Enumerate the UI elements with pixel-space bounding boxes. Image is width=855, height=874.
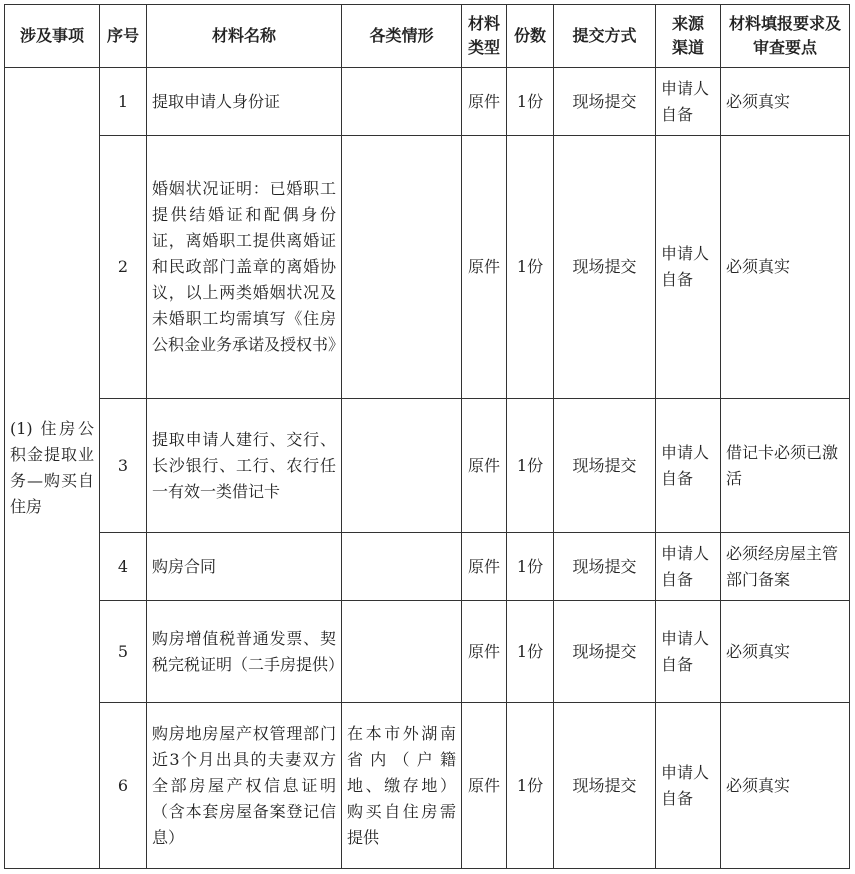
requirement-cell: 借记卡必须已激活 — [721, 399, 850, 533]
header-row — [5, 5, 850, 68]
type-cell: 原件 — [462, 601, 507, 703]
table-row — [5, 136, 850, 399]
method-cell: 现场提交 — [554, 601, 656, 703]
name-cell: 购房地房屋产权管理部门近3个月出具的夫妻双方全部房屋产权信息证明（含本套房屋备案登记信息） — [147, 703, 342, 869]
table-row — [5, 68, 850, 136]
situation-cell: 在本市外湖南省内（户籍地、缴存地）购买自住房需提供 — [342, 703, 462, 869]
type-cell: 原件 — [462, 68, 507, 136]
seq-cell: 2 — [100, 136, 147, 399]
header-seq: 序号 — [100, 5, 147, 68]
method-cell: 现场提交 — [554, 703, 656, 869]
situation-cell — [342, 533, 462, 601]
method-cell: 现场提交 — [554, 68, 656, 136]
requirement-cell: 必须真实 — [721, 703, 850, 869]
situation-cell — [342, 601, 462, 703]
name-cell: 婚姻状况证明：已婚职工提供结婚证和配偶身份证，离婚职工提供离婚证和民政部门盖章的离婚协议，以上两类婚姻状况及未婚职工均需填写《住房公积金业务承诺及授权书》 — [147, 136, 342, 399]
source-cell: 申请人自备 — [656, 399, 721, 533]
header-situation: 各类情形 — [342, 5, 462, 68]
table-row — [5, 703, 850, 869]
requirement-cell: 必须真实 — [721, 136, 850, 399]
seq-cell: 1 — [100, 68, 147, 136]
seq-cell: 3 — [100, 399, 147, 533]
seq-cell: 4 — [100, 533, 147, 601]
copies-cell: 1份 — [507, 399, 554, 533]
header-name: 材料名称 — [147, 5, 342, 68]
header-method: 提交方式 — [554, 5, 656, 68]
name-cell: 提取申请人建行、交行、长沙银行、工行、农行任一有效一类借记卡 — [147, 399, 342, 533]
header-type: 材料类型 — [462, 5, 507, 68]
copies-cell: 1份 — [507, 533, 554, 601]
header-source: 来源渠道 — [656, 5, 721, 68]
type-cell: 原件 — [462, 136, 507, 399]
source-cell: 申请人自备 — [656, 136, 721, 399]
name-cell: 购房合同 — [147, 533, 342, 601]
matter-cell: (1) 住房公积金提取业务—购买自住房 — [5, 68, 100, 869]
name-cell: 提取申请人身份证 — [147, 68, 342, 136]
copies-cell: 1份 — [507, 703, 554, 869]
source-cell: 申请人自备 — [656, 703, 721, 869]
source-cell: 申请人自备 — [656, 533, 721, 601]
table-row — [5, 399, 850, 533]
source-cell: 申请人自备 — [656, 601, 721, 703]
name-cell: 购房增值税普通发票、契税完税证明（二手房提供） — [147, 601, 342, 703]
copies-cell: 1份 — [507, 68, 554, 136]
header-copies: 份数 — [507, 5, 554, 68]
requirement-cell: 必须真实 — [721, 601, 850, 703]
method-cell: 现场提交 — [554, 136, 656, 399]
header-requirement: 材料填报要求及审查要点 — [721, 5, 850, 68]
seq-cell: 5 — [100, 601, 147, 703]
method-cell: 现场提交 — [554, 399, 656, 533]
type-cell: 原件 — [462, 703, 507, 869]
header-matter: 涉及事项 — [5, 5, 100, 68]
type-cell: 原件 — [462, 533, 507, 601]
requirement-cell: 必须经房屋主管部门备案 — [721, 533, 850, 601]
situation-cell — [342, 68, 462, 136]
table-row — [5, 601, 850, 703]
copies-cell: 1份 — [507, 136, 554, 399]
table-row — [5, 533, 850, 601]
method-cell: 现场提交 — [554, 533, 656, 601]
source-cell: 申请人自备 — [656, 68, 721, 136]
materials-table — [4, 4, 850, 869]
type-cell: 原件 — [462, 399, 507, 533]
requirement-cell: 必须真实 — [721, 68, 850, 136]
situation-cell — [342, 399, 462, 533]
seq-cell: 6 — [100, 703, 147, 869]
situation-cell — [342, 136, 462, 399]
copies-cell: 1份 — [507, 601, 554, 703]
